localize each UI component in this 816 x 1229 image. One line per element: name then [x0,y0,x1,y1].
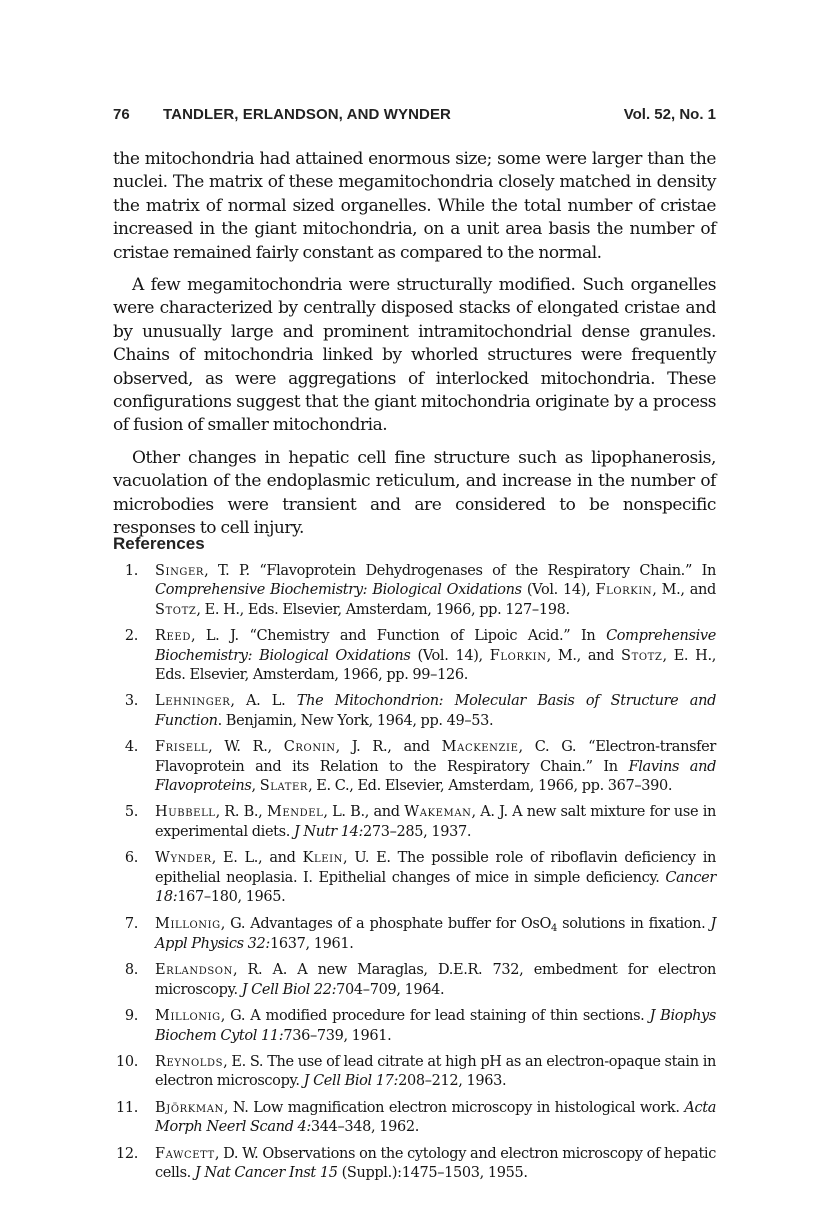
reference-author: Reynolds [155,1053,224,1070]
reference-item: 9. Millonig, G. A modified procedure for lead staining of thin sections. J Biophys Biochem Cytol 11:736–739, 1961. [113,1007,716,1046]
references-heading: References [113,534,205,553]
reference-number: 1. [124,563,138,579]
reference-author: Mackenzie [441,739,519,756]
reference-number: 9. [124,1008,138,1025]
running-head-authors: TANDLER, ERLANDSON, AND WYNDER [163,106,451,123]
volume-issue: Vol. 52, No. 1 [623,106,716,123]
reference-source: J Nutr 14: [293,823,364,840]
reference-item: 1. Singer, T. P. “Flavoprotein Dehydrogenases of the Respiratory Chain.” In Comprehensive Biochemistry: Biological Oxidations (Vol. 14), Florkin, M., and Stotz, E. H., Eds. Elsevier, Amsterdam, 1966, pp. 127–198. [113,562,716,620]
reference-author: Lehninger [155,693,231,710]
reference-item: 7. Millonig, G. Advantages of a phosphate buffer for OsO$_4$ solutions in fixation. J Appl Physics 32:1637, 1961. [113,915,716,955]
reference-number: 4. [124,739,138,756]
reference-number: 11. [115,1099,138,1116]
reference-author: Hubbell [155,804,216,821]
reference-author: Stotz [155,601,197,618]
reference-item: 2. Reed, L. J. “Chemistry and Function of Lipoic Acid.” In Comprehensive Biochemistry: Biological Oxidations (Vol. 14), Florkin, M., and Stotz, E. H., Eds. Elsevier, Amsterdam, 1966, pp. 99–126. [113,627,716,685]
reference-item: 8. Erlandson, R. A. A new Maraglas, D.E.R. 732, embedment for electron microscopy. J Cell Biol 22:704–709, 1964. [113,961,716,1000]
body-paragraph: A few megamitochondria were structurally modified. Such organelles were characterized by centrally disposed stacks of elongated cristae and by unusually large and prominent intramitochondrial dense granules. Chains of mitochondria linked by whorled structures were frequently observed, as were aggregations of interlocked mitochondria. These configurations suggest that the giant mitochondria originate by a process of fusion of smaller mitochondria. [113,275,716,436]
reference-author: Cronin [283,739,336,756]
reference-list [113,562,716,1190]
reference-author: Mendel [266,804,324,821]
reference-source: Flavins and Flavoproteins [155,758,716,795]
reference-number: 6. [124,850,138,867]
reference-author: Millonig [155,915,221,932]
reference-author: Klein [302,850,344,867]
reference-author: Florkin [595,582,653,599]
reference-number: 5. [124,804,138,821]
reference-source: Cancer 18: [155,869,716,906]
reference-author: Slater [259,778,309,795]
reference-author: Stotz [621,647,663,664]
reference-item: 5. Hubbell, R. B., Mendel, L. B., and Wakeman, A. J. A new salt mixture for use in experimental diets. J Nutr 14:273–285, 1937. [113,803,716,842]
reference-author: Fawcett [155,1145,215,1162]
body-text [113,148,716,550]
reference-item: 11. Björkman, N. Low magnification electron microscopy in histological work. Acta Morph Neerl Scand 4:344–348, 1962. [113,1099,716,1138]
reference-source: J Cell Biol 22: [241,981,337,998]
reference-number: 10. [115,1053,138,1070]
reference-item: 10. Reynolds, E. S. The use of lead citrate at high pH as an electron-opaque stain in electron microscopy. J Cell Biol 17:208–212, 1963. [113,1053,716,1092]
reference-source: The Mitochondrion: Molecular Basis of Structure and Function [155,693,717,729]
running-head [113,106,716,128]
reference-author: Wynder [155,850,212,867]
reference-source: J Appl Physics 32: [155,915,717,952]
reference-author: Wakeman [404,804,472,821]
reference-source: Comprehensive Biochemistry: Biological Oxidations [155,628,716,664]
reference-author: Millonig [155,1008,221,1025]
reference-author: Erlandson [155,962,233,979]
reference-source: J Nat Cancer Inst 15 [194,1164,338,1181]
reference-number: 7. [124,915,138,932]
body-paragraph: Other changes in hepatic cell fine structure such as lipophanerosis, vacuolation of the endoplasmic reticulum, and increase in the number of microbodies were transient and are considered to be nonspecific responses to cell injury. [113,447,716,539]
reference-item: 12. Fawcett, D. W. Observations on the cytology and electron microscopy of hepatic cells. J Nat Cancer Inst 15 (Suppl.):1475–1503, 1955. [113,1145,716,1184]
subscript: 4 [551,922,558,934]
reference-author: Florkin [489,647,547,664]
reference-number: 3. [124,693,138,710]
reference-item: 3. Lehninger, A. L. The Mitochondrion: Molecular Basis of Structure and Function. Benjamin, New York, 1964, pp. 49–53. [113,692,716,731]
reference-source: Acta Morph Neerl Scand 4: [155,1099,716,1136]
reference-number: 12. [115,1145,138,1162]
reference-author: Reed [155,628,191,645]
reference-author: Singer [155,563,205,579]
page-number: 76 [113,106,130,123]
reference-author: Björkman [155,1099,224,1116]
reference-source: J Cell Biol 17: [303,1073,399,1090]
reference-item: 6. Wynder, E. L., and Klein, U. E. The possible role of riboflavin deficiency in epithelial neoplasia. I. Epithelial changes of mice in simple deficiency. Cancer 18:167–180, 1965. [113,849,716,907]
reference-source: Comprehensive Biochemistry: Biological Oxidations [155,582,522,599]
reference-author: Frisell [155,739,209,756]
body-paragraph: the mitochondria had attained enormous size; some were larger than the nuclei. The matrix of these megamitochondria closely matched in density the matrix of normal sized organelles. While the total number of cristae increased in the giant mitochondria, on a unit area basis the number of cristae remained fairly constant as compared to the normal. [113,149,716,263]
reference-source: J Biophys Biochem Cytol 11: [155,1008,716,1044]
reference-item: 4. Frisell, W. R., Cronin, J. R., and Mackenzie, C. G. “Electron-transfer Flavoprotein and its Relation to the Respiratory Chain.” In Flavins and Flavoproteins, Slater, E. C., Ed. Elsevier, Amsterdam, 1966, pp. 367–390. [113,738,716,796]
reference-number: 8. [124,962,138,979]
reference-number: 2. [124,628,138,645]
